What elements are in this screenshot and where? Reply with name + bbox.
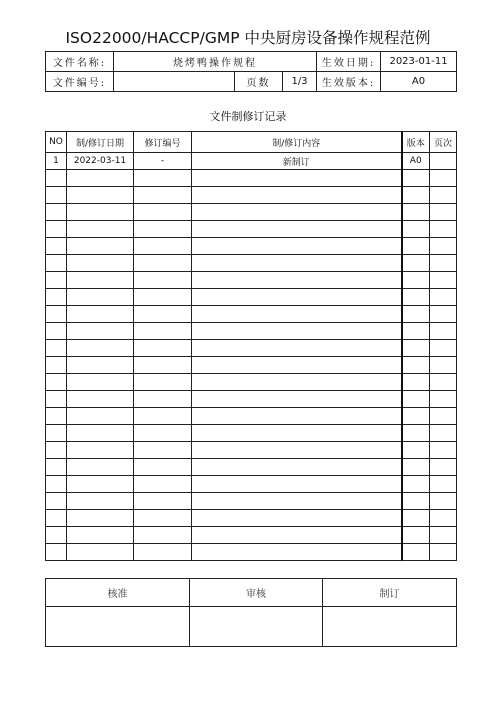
cell-content: 新制订: [192, 153, 402, 170]
cell-version: [402, 391, 430, 408]
cell-content: [192, 527, 402, 544]
cell-revision-no: [134, 170, 192, 187]
cell-version: [402, 510, 430, 527]
cell-revision-no: [134, 510, 192, 527]
table-row: [46, 323, 457, 340]
cell-revision-no: [134, 544, 192, 561]
cell-revision-no: [134, 476, 192, 493]
cell-revision-no: [134, 238, 192, 255]
cell-date: [67, 238, 134, 255]
cell-content: [192, 204, 402, 221]
table-row: [46, 340, 457, 357]
table-row: [46, 170, 457, 187]
cell-page: [430, 357, 457, 374]
table-row: [46, 459, 457, 476]
table-row: [46, 153, 457, 170]
review-signature-cell: [190, 607, 323, 647]
cell-page: [430, 544, 457, 561]
cell-page: [430, 391, 457, 408]
cell-version: [402, 187, 430, 204]
cell-revision-no: [134, 527, 192, 544]
cell-version: [402, 425, 430, 442]
cell-version: [402, 170, 430, 187]
cell-no: [46, 493, 67, 510]
cell-date: [67, 289, 134, 306]
cell-version: [402, 476, 430, 493]
cell-no: [46, 408, 67, 425]
cell-page: [430, 374, 457, 391]
cell-version: [402, 442, 430, 459]
table-row: [46, 527, 457, 544]
cell-date: [67, 476, 134, 493]
cell-version: [402, 204, 430, 221]
effective-version-label: 生效版本:: [317, 72, 381, 92]
cell-no: [46, 357, 67, 374]
cell-date: [67, 187, 134, 204]
cell-page: [430, 221, 457, 238]
cell-date: [67, 544, 134, 561]
cell-no: [46, 374, 67, 391]
cell-no: [46, 544, 67, 561]
cell-revision-no: [134, 459, 192, 476]
table-row: [46, 425, 457, 442]
revision-table-body: [46, 153, 457, 561]
cell-content: [192, 476, 402, 493]
page-label: 页数: [235, 72, 283, 92]
cell-revision-no: [134, 323, 192, 340]
cell-version: [402, 408, 430, 425]
cell-content: [192, 493, 402, 510]
cell-content: [192, 544, 402, 561]
cell-revision-no: [134, 357, 192, 374]
cell-content: [192, 340, 402, 357]
cell-page: [430, 306, 457, 323]
cell-date: [67, 493, 134, 510]
cell-date: [67, 459, 134, 476]
cell-page: [430, 442, 457, 459]
cell-date: [67, 340, 134, 357]
cell-no: [46, 221, 67, 238]
cell-page: [430, 204, 457, 221]
cell-revision-no: [134, 442, 192, 459]
review-label: 审核: [190, 579, 323, 607]
table-row: [46, 544, 457, 561]
cell-no: [46, 204, 67, 221]
doc-name-value: 烧烤鸭操作规程: [114, 52, 317, 72]
cell-date: [67, 170, 134, 187]
table-row: [46, 255, 457, 272]
cell-content: [192, 442, 402, 459]
cell-content: [192, 510, 402, 527]
cell-content: [192, 221, 402, 238]
cell-revision-no: [134, 187, 192, 204]
signoff-table: [45, 578, 457, 647]
cell-content: [192, 391, 402, 408]
cell-version: [402, 544, 430, 561]
cell-version: [402, 272, 430, 289]
column-header-date: 制/修订日期: [67, 132, 134, 153]
table-row: [46, 357, 457, 374]
document-title: ISO22000/HACCP/GMP 中央厨房设备操作规程范例: [65, 29, 431, 47]
cell-page: [430, 425, 457, 442]
column-header-no: NO: [46, 132, 67, 153]
cell-no: [46, 306, 67, 323]
cell-content: [192, 408, 402, 425]
cell-revision-no: [134, 391, 192, 408]
table-row: [46, 221, 457, 238]
cell-version: [402, 340, 430, 357]
cell-page: [430, 323, 457, 340]
cell-no: [46, 170, 67, 187]
cell-date: [67, 255, 134, 272]
effective-date-value: 2023-01-11: [381, 52, 457, 72]
cell-no: [46, 323, 67, 340]
column-header-page: 页次: [430, 132, 457, 153]
cell-revision-no: [134, 374, 192, 391]
cell-page: [430, 272, 457, 289]
column-header-content: 制/修订内容: [192, 132, 402, 153]
table-row: [46, 289, 457, 306]
cell-page: [430, 527, 457, 544]
table-row: [46, 204, 457, 221]
cell-content: [192, 374, 402, 391]
cell-no: [46, 476, 67, 493]
cell-date: [67, 272, 134, 289]
table-row: [46, 442, 457, 459]
cell-date: [67, 374, 134, 391]
cell-version: [402, 493, 430, 510]
cell-content: [192, 357, 402, 374]
cell-page: [430, 238, 457, 255]
cell-revision-no: [134, 306, 192, 323]
cell-content: [192, 238, 402, 255]
cell-version: [402, 527, 430, 544]
cell-date: [67, 391, 134, 408]
cell-content: [192, 425, 402, 442]
cell-page: [430, 493, 457, 510]
cell-content: [192, 187, 402, 204]
cell-no: [46, 187, 67, 204]
cell-revision-no: -: [134, 153, 192, 170]
cell-page: [430, 408, 457, 425]
cell-content: [192, 272, 402, 289]
cell-no: [46, 510, 67, 527]
cell-revision-no: [134, 425, 192, 442]
cell-version: [402, 255, 430, 272]
cell-page: [430, 255, 457, 272]
cell-page: [430, 510, 457, 527]
cell-revision-no: [134, 493, 192, 510]
cell-content: [192, 289, 402, 306]
table-row: [46, 187, 457, 204]
cell-version: [402, 459, 430, 476]
cell-version: [402, 306, 430, 323]
cell-date: [67, 527, 134, 544]
cell-revision-no: [134, 221, 192, 238]
document-header-table: [45, 51, 457, 92]
table-row: [46, 493, 457, 510]
cell-no: [46, 425, 67, 442]
cell-no: [46, 289, 67, 306]
cell-date: [67, 425, 134, 442]
cell-page: [430, 459, 457, 476]
cell-revision-no: [134, 408, 192, 425]
cell-content: [192, 255, 402, 272]
cell-content: [192, 170, 402, 187]
cell-no: [46, 255, 67, 272]
cell-page: [430, 340, 457, 357]
cell-date: [67, 357, 134, 374]
effective-date-label: 生效日期:: [317, 52, 381, 72]
cell-date: [67, 323, 134, 340]
cell-date: [67, 442, 134, 459]
effective-version-value: A0: [381, 72, 457, 92]
cell-version: A0: [402, 153, 430, 170]
cell-version: [402, 357, 430, 374]
cell-page: [430, 289, 457, 306]
cell-revision-no: [134, 272, 192, 289]
column-header-revision-no: 修订编号: [134, 132, 192, 153]
cell-revision-no: [134, 289, 192, 306]
cell-no: 1: [46, 153, 67, 170]
cell-date: [67, 204, 134, 221]
cell-page: [430, 170, 457, 187]
cell-content: [192, 323, 402, 340]
revision-record-table: [45, 131, 457, 561]
cell-revision-no: [134, 340, 192, 357]
cell-date: [67, 306, 134, 323]
cell-no: [46, 238, 67, 255]
table-row: [46, 306, 457, 323]
cell-revision-no: [134, 204, 192, 221]
cell-version: [402, 289, 430, 306]
approve-signature-cell: [46, 607, 190, 647]
cell-revision-no: [134, 255, 192, 272]
cell-version: [402, 374, 430, 391]
table-row: [46, 272, 457, 289]
cell-date: 2022-03-11: [67, 153, 134, 170]
column-header-version: 版本: [402, 132, 430, 153]
table-row: [46, 238, 457, 255]
cell-no: [46, 391, 67, 408]
prepare-signature-cell: [323, 607, 457, 647]
revision-header-row: [46, 132, 457, 153]
cell-no: [46, 527, 67, 544]
cell-no: [46, 459, 67, 476]
cell-date: [67, 408, 134, 425]
cell-page: [430, 187, 457, 204]
cell-date: [67, 510, 134, 527]
doc-no-value: [114, 72, 235, 92]
table-row: [46, 510, 457, 527]
cell-no: [46, 272, 67, 289]
approve-label: 核准: [46, 579, 190, 607]
table-row: [46, 374, 457, 391]
revision-record-title: 文件制修订记录: [209, 110, 287, 123]
cell-content: [192, 306, 402, 323]
doc-no-label: 文件编号:: [46, 72, 114, 92]
table-row: [46, 408, 457, 425]
cell-version: [402, 221, 430, 238]
doc-name-label: 文件名称:: [46, 52, 114, 72]
cell-date: [67, 221, 134, 238]
cell-no: [46, 442, 67, 459]
prepare-label: 制订: [323, 579, 457, 607]
cell-no: [46, 340, 67, 357]
cell-page: [430, 476, 457, 493]
page-value: 1/3: [283, 72, 317, 92]
cell-page: [430, 153, 457, 170]
table-row: [46, 391, 457, 408]
cell-content: [192, 459, 402, 476]
cell-version: [402, 323, 430, 340]
cell-version: [402, 238, 430, 255]
table-row: [46, 476, 457, 493]
